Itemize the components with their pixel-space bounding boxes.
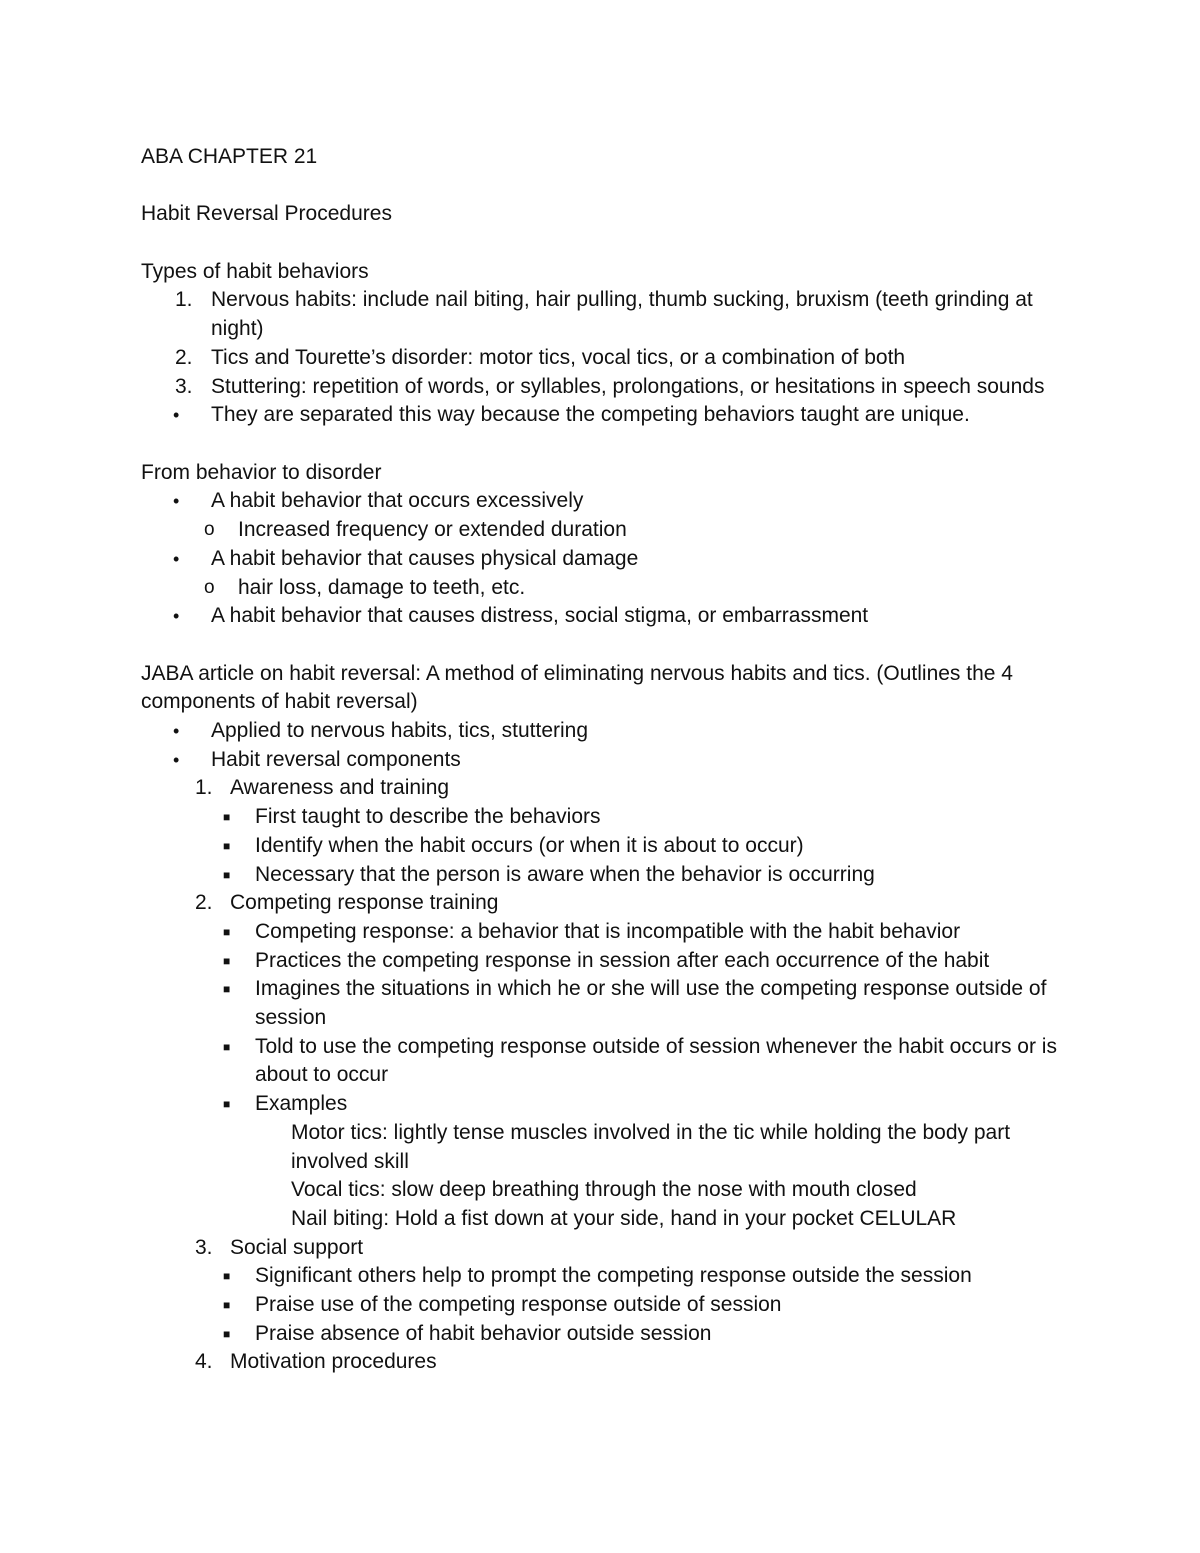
square-bullet-icon: ■ [223, 982, 231, 997]
bullet-icon: • [173, 405, 180, 426]
list-item-text: Nervous habits: include nail biting, hair pulling, thumb sucking, bruxism (teeth grinding at night) [211, 288, 1033, 341]
list-item [141, 602, 1071, 631]
list-item-text: First taught to describe the behaviors [255, 805, 601, 829]
bullet-icon: • [173, 491, 180, 512]
list-number: 3. [195, 1235, 213, 1259]
list-item-text: Awareness and training [230, 776, 450, 800]
spacer [141, 631, 1071, 660]
list-item-text: Motivation procedures [230, 1350, 437, 1374]
square-bullet-icon: ■ [223, 838, 231, 853]
bullet-icon: • [173, 548, 180, 569]
list-item-text: A habit behavior that occurs excessively [211, 489, 584, 513]
list-number: 3. [175, 374, 193, 398]
list-item-text: Examples [255, 1092, 348, 1116]
circle-bullet-icon: o [204, 519, 215, 541]
list-item-text: Imagines the situations in which he or she will use the competing response outside of session [255, 977, 1047, 1030]
list-item-text: Nail biting: Hold a fist down at your side, hand in your pocket CELULAR [291, 1206, 957, 1230]
list-item [141, 803, 1071, 832]
list-item [141, 918, 1071, 947]
document-subtitle: Habit Reversal Procedures [141, 202, 392, 226]
list-item [141, 774, 1071, 803]
square-bullet-icon: ■ [223, 1298, 231, 1313]
list-item [141, 832, 1071, 861]
list-item [141, 1320, 1071, 1349]
square-bullet-icon: ■ [223, 1097, 231, 1112]
list-item-text: Tics and Tourette’s disorder: motor tics, vocal tics, or a combination of both [211, 345, 906, 369]
square-bullet-icon: ■ [223, 810, 231, 825]
list-item-text: Stuttering: repetition of words, or syllables, prolongations, or hesitations in speech sounds [211, 374, 1045, 398]
square-bullet-icon: ■ [223, 953, 231, 968]
section-heading: From behavior to disorder [141, 460, 382, 484]
list-item [141, 1205, 1071, 1234]
list-item-text: Increased frequency or extended duration [238, 518, 627, 542]
list-number: 1. [175, 288, 193, 312]
bullet-icon: • [173, 721, 180, 741]
square-bullet-icon: ■ [223, 1039, 231, 1054]
list-item [141, 487, 1071, 516]
list-item-text: Social support [230, 1235, 364, 1259]
bullet-icon: • [173, 749, 180, 770]
section-heading: JABA article on habit reversal: A method of eliminating nervous habits and tics. (Outlines the 4 components of habit reversal) [141, 661, 1013, 714]
list-number: 4. [195, 1350, 213, 1374]
list-item [141, 746, 1071, 775]
bullet-icon: • [173, 606, 180, 627]
list-item [141, 1119, 1071, 1176]
list-item [141, 717, 1071, 746]
list-item [141, 1348, 1071, 1377]
list-item-text: A habit behavior that causes distress, social stigma, or embarrassment [211, 604, 869, 628]
list-item-text: Habit reversal components [211, 747, 461, 771]
list-item-text: Applied to nervous habits, tics, stuttering [211, 719, 589, 742]
list-item-text: Vocal tics: slow deep breathing through the nose with mouth closed [291, 1178, 917, 1202]
document-page [141, 143, 1071, 1377]
list-item-text: Identify when the habit occurs (or when it is about to occur) [255, 833, 804, 857]
list-item-text: Praise use of the competing response outside of session [255, 1293, 782, 1317]
list-item [141, 1090, 1071, 1119]
list-item-text: Significant others help to prompt the competing response outside the session [255, 1264, 972, 1288]
list-item [141, 373, 1071, 402]
list-item-text: They are separated this way because the competing behaviors taught are unique. [211, 403, 970, 427]
spacer [141, 430, 1071, 459]
square-bullet-icon: ■ [223, 924, 231, 939]
list-item [141, 975, 1071, 1032]
square-bullet-icon: ■ [223, 1326, 231, 1341]
list-item-text: hair loss, damage to teeth, etc. [238, 575, 526, 599]
list-item [141, 401, 1071, 430]
list-item [141, 1262, 1071, 1291]
list-item [141, 344, 1071, 373]
list-item-text: Competing response training [230, 891, 499, 915]
document-title: ABA CHAPTER 21 [141, 145, 318, 168]
list-item-text: Competing response: a behavior that is incompatible with the habit behavior [255, 919, 961, 943]
list-item-text: Praise absence of habit behavior outside session [255, 1321, 712, 1345]
list-item-text: Necessary that the person is aware when the behavior is occurring [255, 862, 875, 886]
spacer [141, 172, 1071, 201]
list-item-text: Told to use the competing response outside of session whenever the habit occurs or is about to occur [255, 1034, 1057, 1087]
list-item [141, 947, 1071, 976]
list-item [141, 1033, 1071, 1090]
list-item-text: Practices the competing response in session after each occurrence of the habit [255, 948, 990, 972]
list-number: 2. [195, 891, 213, 915]
list-item-text: Motor tics: lightly tense muscles involved in the tic while holding the body part involved skill [291, 1120, 1011, 1173]
list-item [141, 574, 1071, 603]
circle-bullet-icon: o [204, 576, 215, 598]
square-bullet-icon: ■ [223, 1269, 231, 1284]
list-number: 1. [195, 776, 213, 800]
spacer [141, 229, 1071, 258]
list-item [141, 516, 1071, 545]
list-item-text: A habit behavior that causes physical damage [211, 546, 639, 570]
list-item [141, 1176, 1071, 1205]
list-item [141, 861, 1071, 890]
list-item [141, 545, 1071, 574]
section-heading: Types of habit behaviors [141, 259, 369, 283]
list-item [141, 1234, 1071, 1263]
list-number: 2. [175, 345, 193, 369]
list-item [141, 286, 1071, 343]
list-item [141, 1291, 1071, 1320]
square-bullet-icon: ■ [223, 867, 231, 882]
list-item [141, 889, 1071, 918]
